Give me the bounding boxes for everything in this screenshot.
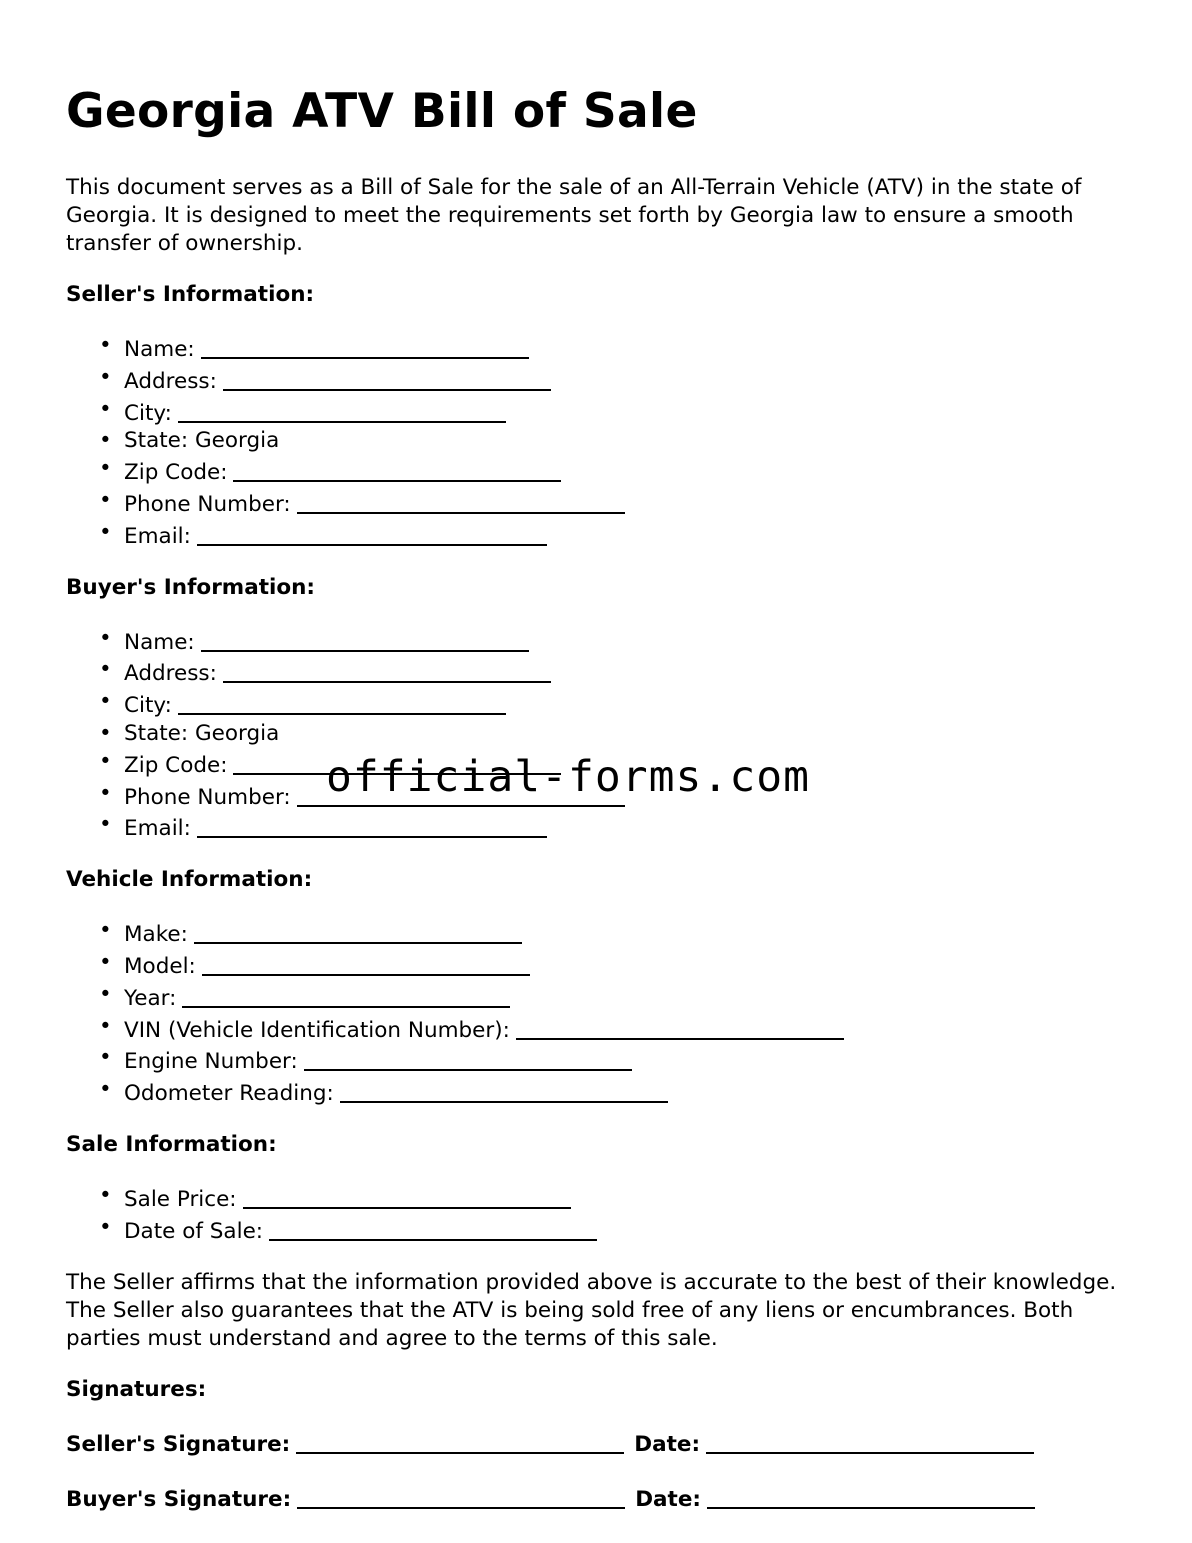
field-label: Make: — [124, 922, 188, 948]
watermark-text: official-forms.com — [326, 752, 810, 802]
buyer-date-blank[interactable] — [707, 1485, 1035, 1509]
list-item — [66, 364, 1126, 396]
field-label: Model: — [124, 953, 196, 979]
vehicle-year-blank[interactable] — [182, 984, 510, 1008]
vehicle-section-heading: Vehicle Information: — [66, 867, 313, 893]
field-label: City: — [124, 693, 172, 719]
field-label: State: Georgia — [124, 428, 280, 454]
bullet-icon: • — [99, 812, 112, 838]
bullet-icon: • — [99, 456, 112, 482]
seller-zip-blank[interactable] — [233, 458, 561, 482]
list-item — [66, 720, 1126, 748]
field-label: Address: — [124, 661, 217, 687]
field-label: Odometer Reading: — [124, 1081, 334, 1107]
seller-address-blank[interactable] — [223, 367, 551, 391]
field-label: Engine Number: — [124, 1049, 298, 1075]
signatures-heading: Signatures: — [66, 1376, 207, 1402]
list-item — [66, 625, 1126, 657]
list-item — [66, 780, 1126, 812]
sale-price-blank[interactable] — [243, 1185, 571, 1209]
vehicle-fields-list — [66, 917, 1126, 1108]
bullet-icon: • — [99, 1077, 112, 1103]
sale-fields-list — [66, 1182, 1126, 1246]
buyer-city-blank[interactable] — [178, 691, 506, 715]
bullet-icon: • — [99, 780, 112, 806]
list-item — [66, 1013, 1126, 1045]
buyer-date-label: Date: — [635, 1486, 701, 1512]
vehicle-vin-blank[interactable] — [516, 1016, 844, 1040]
bullet-icon: • — [99, 981, 112, 1007]
list-item — [66, 396, 1126, 428]
field-label: Date of Sale: — [124, 1218, 264, 1244]
bullet-icon: • — [99, 918, 112, 944]
seller-date-label: Date: — [634, 1431, 701, 1457]
seller-email-blank[interactable] — [197, 522, 547, 546]
field-label: Zip Code: — [124, 752, 228, 778]
list-item — [66, 981, 1126, 1013]
field-label: Phone Number: — [124, 784, 291, 810]
document-page — [66, 84, 1126, 1514]
field-label: Phone Number: — [124, 491, 291, 517]
field-label: Email: — [124, 816, 191, 842]
vehicle-model-blank[interactable] — [202, 952, 530, 976]
buyer-email-blank[interactable] — [197, 814, 547, 838]
field-label: VIN (Vehicle Identification Number): — [124, 1017, 510, 1043]
bullet-icon: • — [99, 689, 112, 715]
field-label: Zip Code: — [124, 460, 228, 486]
seller-signature-line — [66, 1427, 1126, 1459]
seller-section-heading: Seller's Information: — [66, 282, 315, 307]
sale-date-blank[interactable] — [269, 1217, 597, 1241]
page-title: Georgia ATV Bill of Sale — [66, 84, 698, 139]
list-item — [66, 1044, 1126, 1076]
closing-paragraph: The Seller affirms that the information provided above is accurate to the best of their knowledge. The Seller also guarantees that the ATV is being sold free of any liens or encumbrances. Both parties must understand and agree to the terms of this sale. — [66, 1269, 1117, 1351]
list-item — [66, 519, 1126, 551]
buyer-signature-label: Buyer's Signature: — [66, 1486, 292, 1512]
field-label: Year: — [124, 985, 177, 1011]
bullet-icon: • — [99, 519, 112, 545]
bullet-icon: • — [99, 949, 112, 975]
bullet-icon: • — [99, 720, 112, 746]
bullet-icon: • — [99, 625, 112, 651]
bullet-icon: • — [99, 1214, 112, 1240]
seller-fields-list — [66, 332, 1126, 551]
buyer-address-blank[interactable] — [223, 659, 551, 683]
list-item — [66, 917, 1126, 949]
buyer-phone-blank[interactable] — [297, 783, 625, 807]
list-item — [66, 656, 1126, 688]
bullet-icon: • — [99, 1045, 112, 1071]
seller-phone-blank[interactable] — [297, 490, 625, 514]
buyer-signature-line — [66, 1482, 1126, 1514]
seller-signature-label: Seller's Signature: — [66, 1431, 291, 1457]
buyer-signature-blank[interactable] — [297, 1485, 625, 1509]
buyer-section-heading: Buyer's Information: — [66, 574, 316, 600]
vehicle-odometer-blank[interactable] — [340, 1079, 668, 1103]
bullet-icon: • — [99, 1182, 112, 1208]
seller-date-blank[interactable] — [706, 1430, 1034, 1454]
field-label: Sale Price: — [124, 1186, 237, 1212]
sale-section-heading: Sale Information: — [66, 1131, 277, 1157]
bullet-icon: • — [99, 748, 112, 774]
list-item — [66, 748, 1126, 780]
field-label: Email: — [124, 523, 191, 549]
field-label: Name: — [124, 337, 195, 362]
vehicle-make-blank[interactable] — [194, 920, 522, 944]
buyer-name-blank[interactable] — [201, 628, 529, 652]
list-item — [66, 1182, 1126, 1214]
field-label: City: — [124, 400, 172, 426]
seller-city-blank[interactable] — [178, 399, 506, 423]
seller-name-blank[interactable] — [201, 335, 529, 359]
buyer-fields-list — [66, 625, 1126, 844]
list-item — [66, 332, 1126, 364]
buyer-zip-blank[interactable] — [233, 751, 561, 775]
bullet-icon: • — [99, 487, 112, 513]
list-item — [66, 1076, 1126, 1108]
intro-paragraph: This document serves as a Bill of Sale for the sale of an All-Terrain Vehicle (ATV) in the state of Georgia. It is designed to meet the requirements set forth by Georgia law to ensure a smooth transfer of ownership. — [66, 175, 1082, 256]
list-item — [66, 811, 1126, 843]
list-item — [66, 455, 1126, 487]
seller-signature-blank[interactable] — [296, 1430, 624, 1454]
bullet-icon: • — [99, 396, 112, 422]
field-label: Name: — [124, 629, 195, 655]
bullet-icon: • — [99, 657, 112, 683]
bullet-icon: • — [99, 1013, 112, 1039]
list-item — [66, 427, 1126, 455]
list-item — [66, 1214, 1126, 1246]
field-label: Address: — [124, 368, 217, 394]
list-item — [66, 688, 1126, 720]
list-item — [66, 487, 1126, 519]
bullet-icon: • — [99, 333, 112, 358]
vehicle-engine-blank[interactable] — [304, 1047, 632, 1071]
field-label: State: Georgia — [124, 720, 280, 746]
list-item — [66, 949, 1126, 981]
bullet-icon: • — [99, 364, 112, 390]
bullet-icon: • — [99, 428, 112, 454]
